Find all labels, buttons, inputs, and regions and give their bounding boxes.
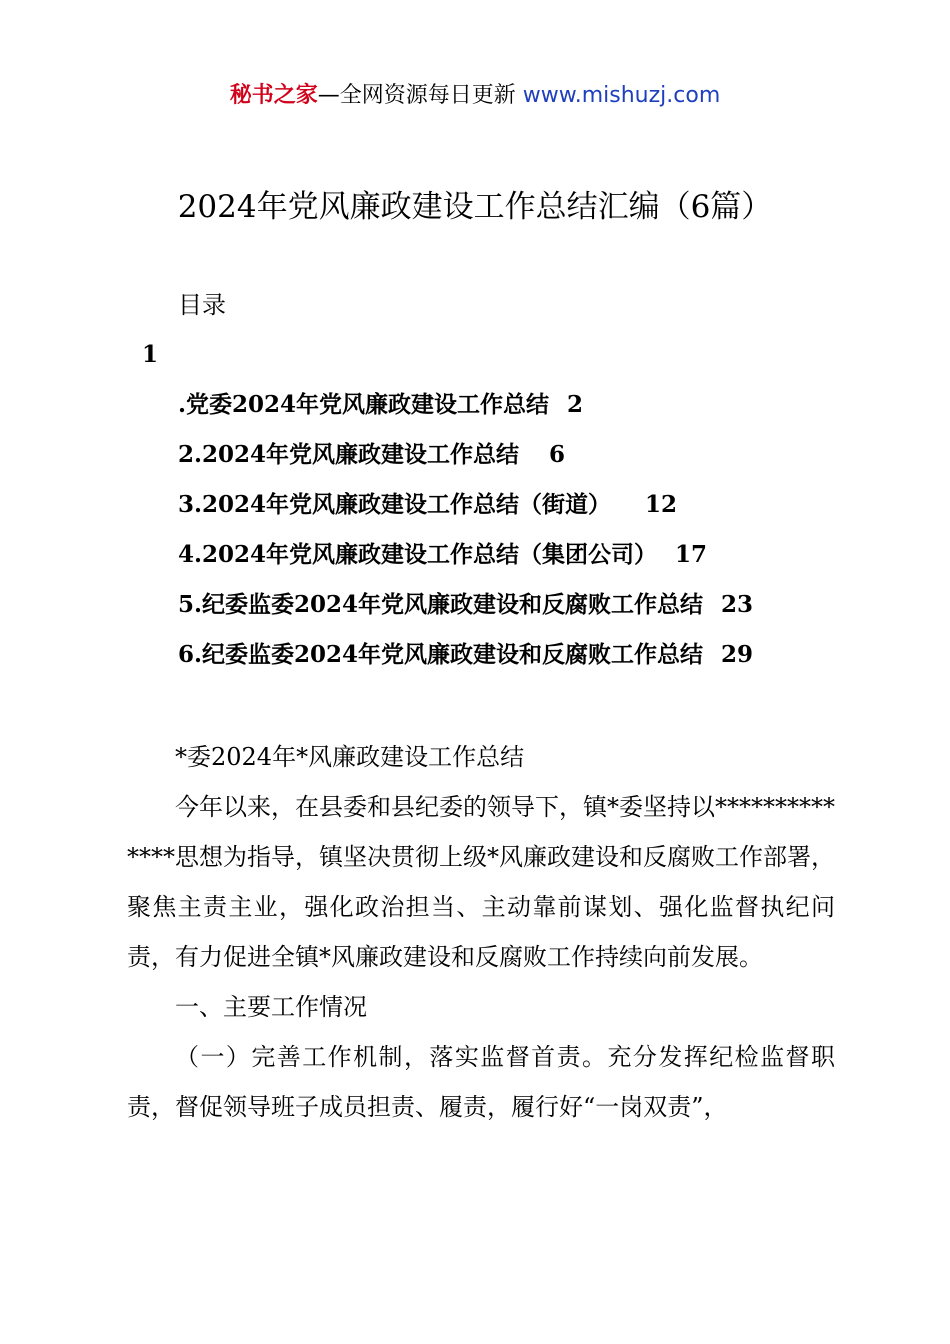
toc-entry-label: 4.2024年党风廉政建设工作总结（集团公司）	[178, 541, 658, 568]
toc-entry[interactable]	[178, 436, 753, 486]
site-header	[0, 80, 950, 112]
toc-entry[interactable]	[178, 536, 753, 586]
toc-lone-number: 1	[142, 341, 159, 368]
toc-entry-page: 29	[721, 641, 754, 668]
toc-entry-page: 2	[567, 391, 584, 418]
document-title: 2024年党风廉政建设工作总结汇编（6篇）	[177, 189, 773, 225]
article-paragraph: （一）完善工作机制，落实监督首责。充分发挥纪检监督职责，督促领导班子成员担责、履责，履行好“一岗双责”，	[127, 1043, 835, 1121]
toc-entry-page: 6	[549, 441, 566, 468]
toc-heading: 目录	[178, 291, 226, 319]
toc-entry-page: 12	[645, 491, 678, 518]
toc-entry-label: 5.纪委监委2024年党风廉政建设和反腐败工作总结	[178, 591, 704, 618]
document-body	[127, 732, 835, 1132]
toc-entry-label: .党委2024年党风廉政建设工作总结	[178, 391, 550, 418]
article-paragraph: 今年以来，在县委和县纪委的领导下，镇*委坚持以**************思想为指导，镇坚决贯彻上级*风廉政建设和反腐败工作部署，聚焦主责主业，强化政治担当、主动靠前谋划、强化监督执纪问责，有力促进全镇*风廉政建设和反腐败工作持续向前发展。	[127, 793, 835, 971]
toc-entry[interactable]	[178, 636, 753, 686]
toc-entry[interactable]	[178, 486, 753, 536]
toc-entry[interactable]	[178, 586, 753, 636]
site-brand: 秘书之家	[229, 83, 318, 108]
toc-entry-label: 2.2024年党风廉政建设工作总结	[178, 441, 520, 468]
section-heading: 一、主要工作情况	[175, 993, 367, 1021]
table-of-contents	[178, 386, 753, 686]
toc-entry-page: 23	[721, 591, 754, 618]
toc-entry-label: 3.2024年党风廉政建设工作总结（街道）	[178, 491, 612, 518]
site-slogan: —全网资源每日更新	[317, 83, 516, 108]
site-url-link[interactable]: www.mishuzj.com	[522, 83, 721, 108]
article-heading: *委2024年*风廉政建设工作总结	[175, 743, 525, 771]
toc-entry-page: 17	[675, 541, 708, 568]
toc-entry-label: 6.纪委监委2024年党风廉政建设和反腐败工作总结	[178, 641, 704, 668]
toc-entry[interactable]	[178, 386, 753, 436]
